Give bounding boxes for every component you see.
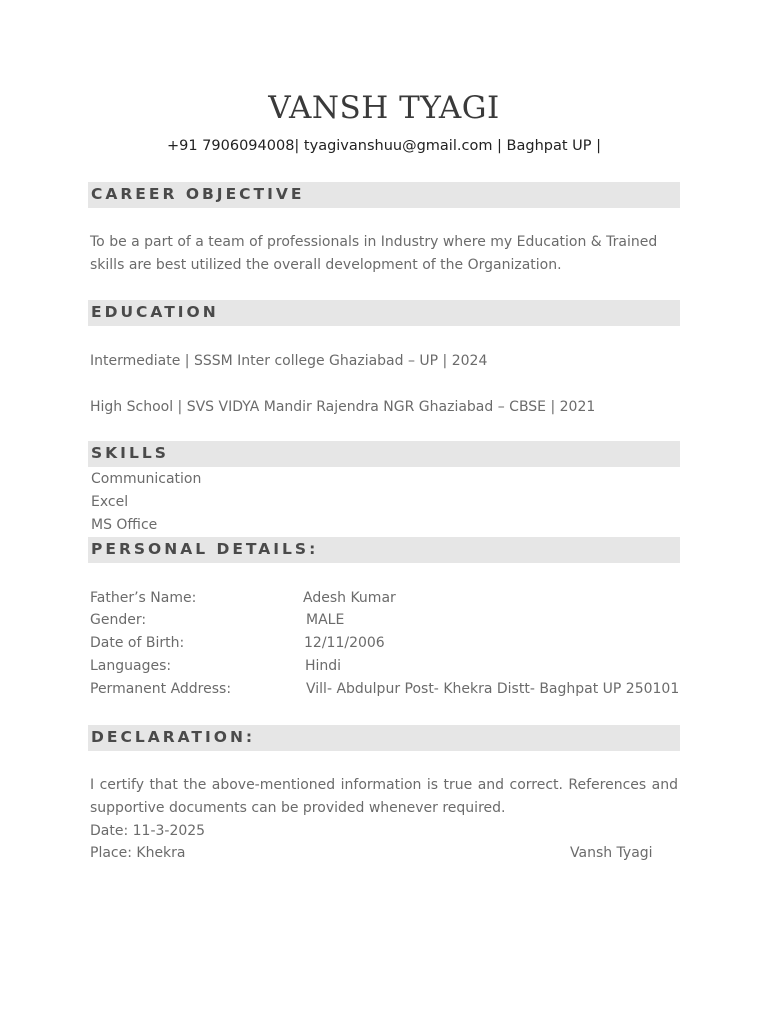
candidate-name: VANSH TYAGI [268,90,500,126]
declaration-text: I certify that the above-mentioned information is true and correct. References and supportive documents can be provided whenever required. [90,777,678,816]
section-title: DECLARATION: [91,728,256,746]
skill-item: Excel [91,494,129,510]
declaration-header [88,725,680,751]
detail-label: Languages: [90,658,172,674]
education-header [88,300,680,326]
skill-item: MS Office [91,517,158,533]
declaration-place: Place: Khekra [90,845,186,861]
detail-value: 12/11/2006 [304,635,385,651]
section-title: CAREER OBJECTIVE [91,185,305,203]
detail-label: Father’s Name: [90,590,197,606]
detail-value: MALE [306,612,345,628]
detail-value: Vill- Abdulpur Post- Khekra Distt- Baghpat UP 250101 [306,681,680,697]
detail-value: Adesh Kumar [303,590,396,606]
detail-value: Hindi [305,658,342,674]
section-title: PERSONAL DETAILS: [91,540,319,558]
personal-details-header [88,537,680,563]
declaration-date: Date: 11-3-2025 [90,823,206,839]
section-title: EDUCATION [91,303,219,321]
detail-label: Gender: [90,612,147,628]
skill-item: Communication [91,471,202,487]
career-objective-header [88,182,680,208]
education-item: High School | SVS VIDYA Mandir Rajendra NGR Ghaziabad – CBSE | 2021 [90,399,596,415]
career-objective-text: To be a part of a team of professionals in Industry where my Education & Trained skills are best utilized the overall development of the Organization. [90,234,658,273]
contact-line: +91 7906094008| tyagivanshuu@gmail.com | Baghpat UP | [166,138,602,154]
detail-label: Permanent Address: [90,681,232,697]
signature-name: Vansh Tyagi [570,845,653,861]
detail-label: Date of Birth: [90,635,185,651]
skills-header [88,441,680,467]
education-item: Intermediate | SSSM Inter college Ghaziabad – UP | 2024 [90,353,488,369]
section-title: SKILLS [91,444,169,462]
